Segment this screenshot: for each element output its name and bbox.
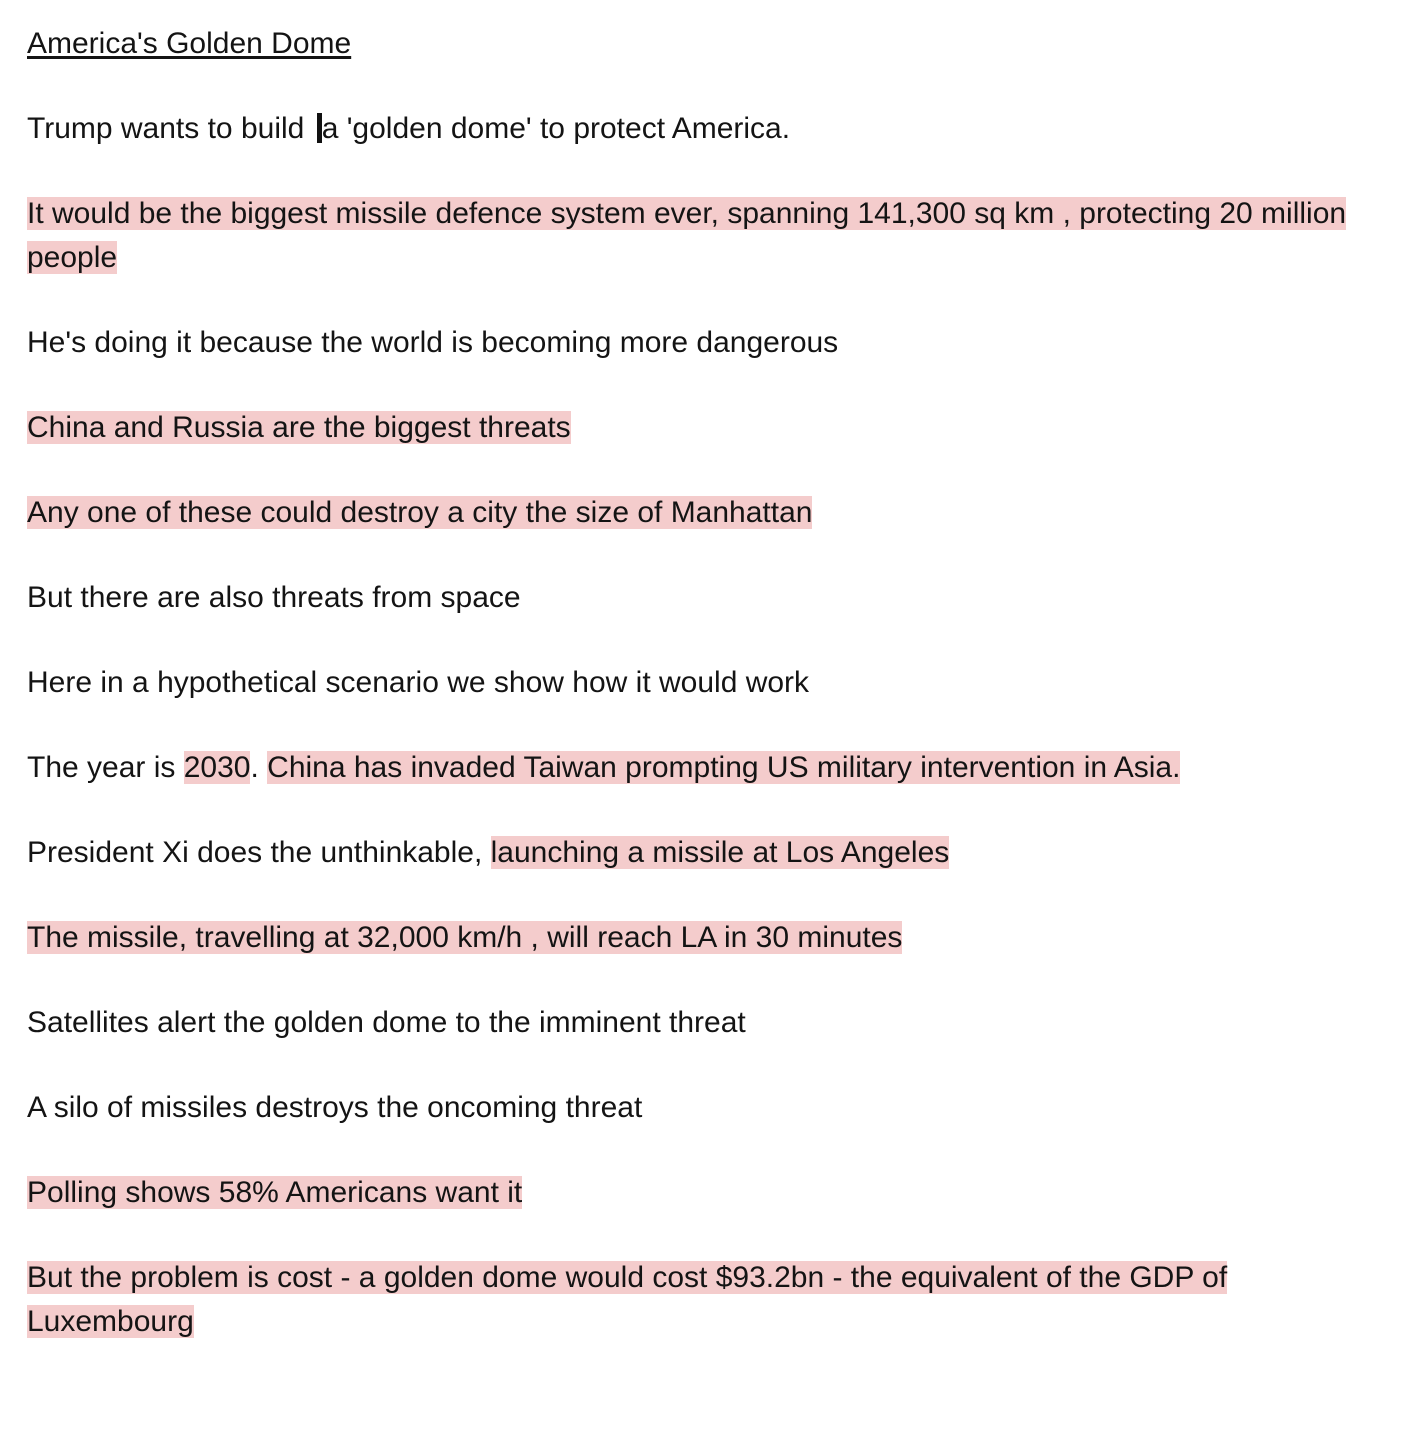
highlighted-text: It would be the biggest missile defence system ever, spanning 141,300 sq km , protecting 20 million people — [27, 197, 1347, 274]
highlighted-text: launching a missile at Los Angeles — [490, 836, 950, 869]
highlighted-text: China has invaded Taiwan prompting US military intervention in Asia. — [267, 751, 1181, 784]
paragraph: Here in a hypothetical scenario we show how it would work — [27, 666, 810, 699]
paragraph — [27, 491, 1367, 535]
document-body[interactable] — [27, 22, 1367, 1385]
paragraph — [27, 916, 1367, 960]
paragraph: He's doing it because the world is becoming more dangerous — [27, 326, 839, 359]
paragraph: A silo of missiles destroys the oncoming threat — [27, 1091, 643, 1124]
paragraph — [27, 192, 1367, 280]
highlighted-text: 2030 — [183, 751, 251, 784]
highlighted-text: The missile, travelling at 32,000 km/h , will reach LA in 30 minutes — [27, 921, 903, 954]
paragraph — [27, 831, 1367, 875]
highlighted-text: Any one of these could destroy a city the size of Manhattan — [27, 496, 813, 529]
paragraph — [27, 746, 1367, 790]
paragraph: But there are also threats from space — [27, 581, 521, 614]
paragraph-text: Trump wants to build — [27, 112, 313, 145]
paragraph-text: The year is — [27, 751, 184, 784]
paragraph-text: a 'golden dome' to protect America. — [321, 112, 791, 145]
paragraph — [27, 1256, 1367, 1344]
paragraph — [27, 406, 1367, 450]
document-title: America's Golden Dome — [27, 27, 352, 60]
paragraph-text: President Xi does the unthinkable, — [27, 836, 491, 869]
highlighted-text: But the problem is cost - a golden dome would cost $93.2bn - the equivalent of the GDP of Luxembourg — [27, 1261, 1228, 1338]
highlighted-text: China and Russia are the biggest threats — [27, 411, 571, 444]
paragraph — [27, 1171, 1367, 1215]
highlighted-text: Polling shows 58% Americans want it — [27, 1176, 523, 1209]
paragraph-text: . — [250, 751, 268, 784]
paragraph: Satellites alert the golden dome to the imminent threat — [27, 1006, 746, 1039]
paragraph — [27, 107, 1367, 151]
